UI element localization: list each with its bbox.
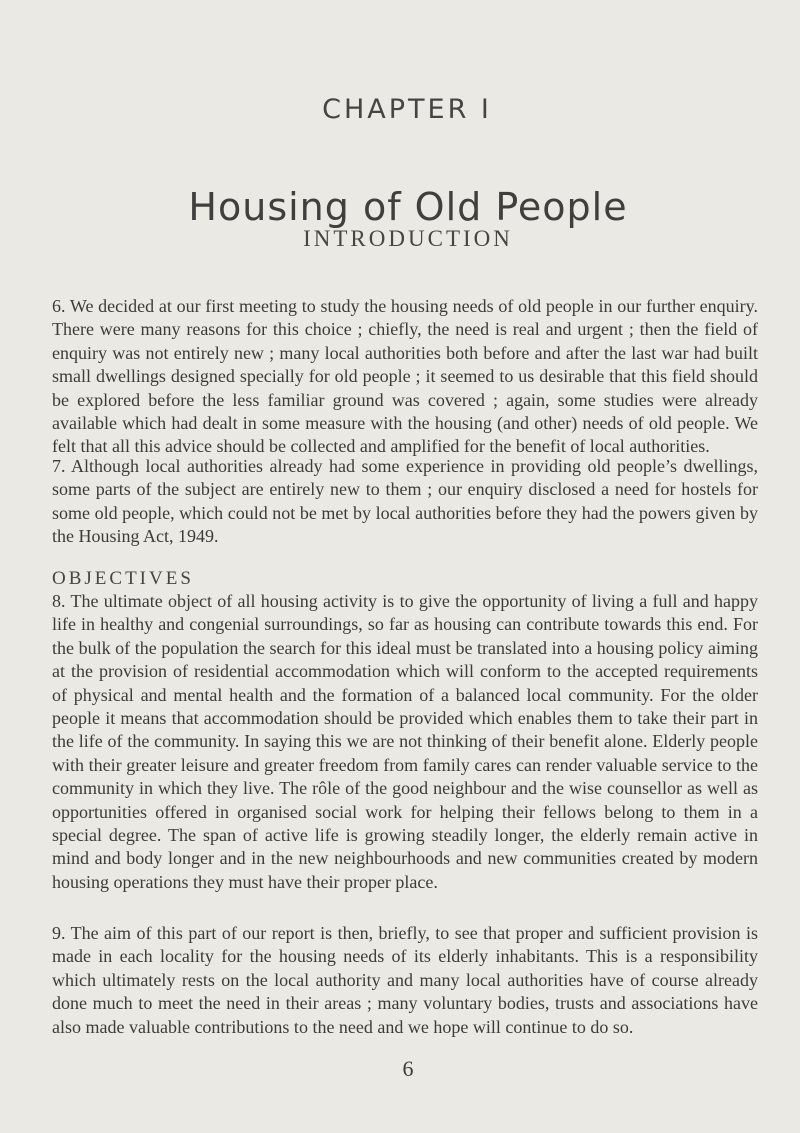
chapter-label: CHAPTER I — [322, 94, 492, 125]
page-number: 6 — [402, 1056, 414, 1081]
paragraph-8: 8. The ultimate object of all housing activity is to give the opportunity of living a full and happy life in healthy and congenial surroundings, so far as housing can contribute towards this end. For the bulk of the population the search for this ideal must be translated into a housing policy aiming at the provision of residential accommodation which will conform to the accepted requirements of physical and mental health and the formation of a balanced local community. For the older people it means that accommodation should be provided which enables them to take their part in the life of the community. In saying this we are not thinking of their benefit alone. Elderly people with their greater leisure and greater freedom from family cares can render valuable service to the community in which they live. The rôle of the good neighbour and the wise counsellor as well as opportunities offered in organised social work for helping their fellows belong to them in a special degree. The span of active life is growing steadily longer, the elderly remain active in mind and body longer and in the new neighbourhoods and new communities created by modern housing operations they must have their proper place. — [52, 591, 758, 892]
page-title: Housing of Old People — [188, 185, 628, 230]
paragraph-7: 7. Although local authorities already had some experience in providing old people’s dwellings, some parts of the subject are entirely new to them ; our enquiry disclosed a need for hostels for some old people, which could not be met by local authorities before they had the powers given by the Housing Act, 1949. — [52, 456, 758, 547]
paragraph-9: 9. The aim of this part of our report is then, briefly, to see that proper and sufficient provision is made in each locality for the housing needs of its elderly inhabitants. This is a responsibility which ultimately rests on the local authority and many local authorities have of course already done much to meet the need in their areas ; many voluntary bodies, trusts and associations have also made valuable contributions to the need and we hope will continue to do so. — [52, 923, 758, 1037]
paragraph-6: 6. We decided at our first meeting to study the housing needs of old people in our further enquiry. There were many reasons for this choice ; chiefly, the need is real and urgent ; then the field of enquiry was not entirely new ; many local authorities both before and after the last war had built small dwellings designed specially for old people ; it seemed to us desirable that this field should be explored before the less familiar ground was covered ; again, some studies were already available which had dealt in some measure with the housing (and other) needs of old people. We felt that all this advice should be collected and amplified for the benefit of local authorities. — [52, 296, 758, 457]
section-heading-objectives: OBJECTIVES — [52, 568, 194, 589]
section-heading-introduction: INTRODUCTION — [303, 226, 513, 251]
